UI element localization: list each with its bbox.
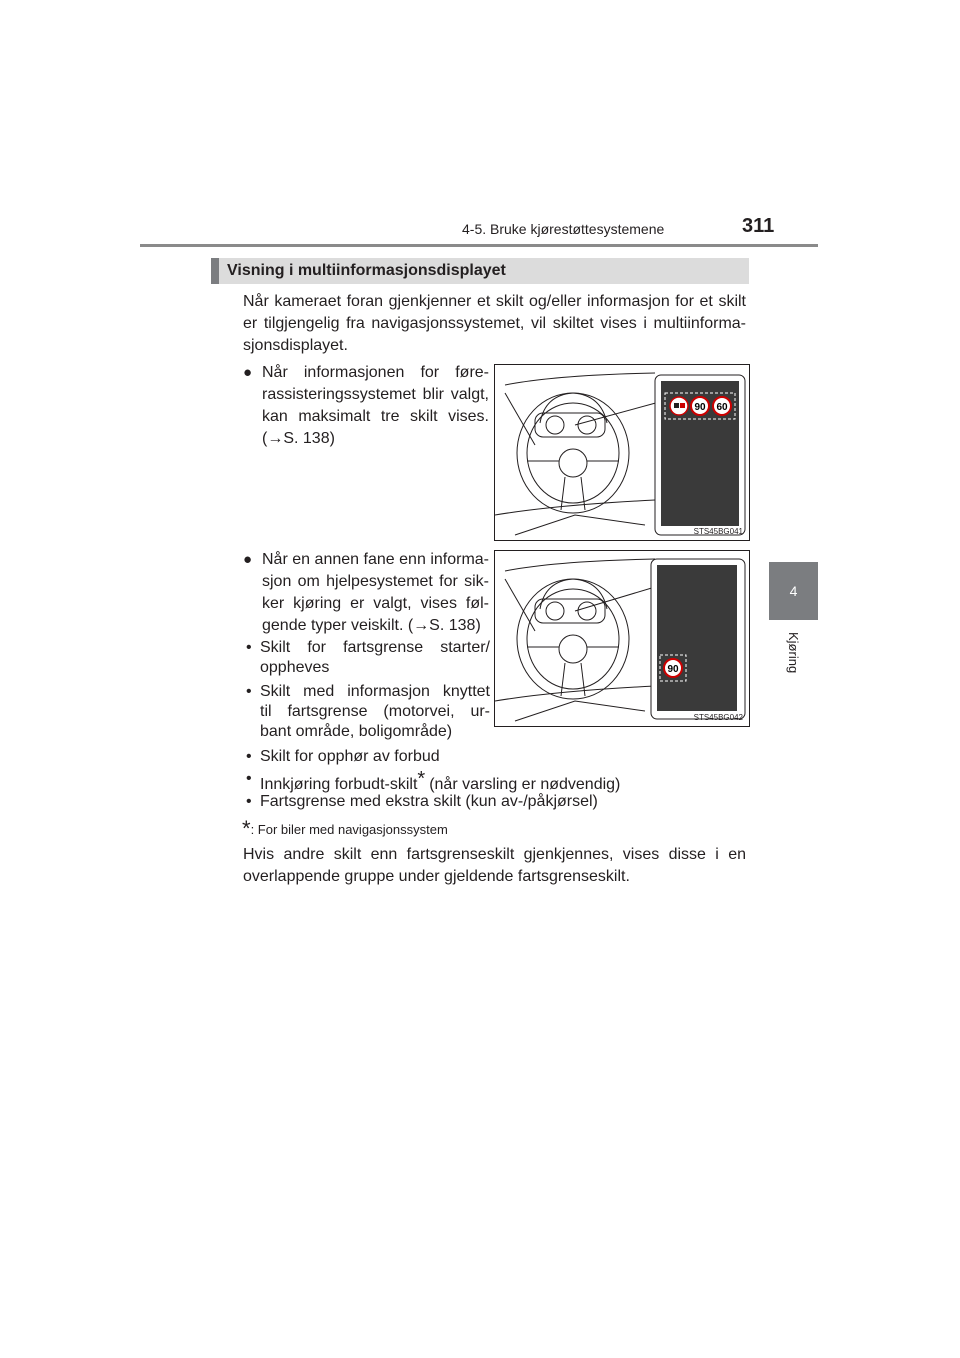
list-line: Fartsgrense med ekstra skilt (kun av-/påkjørsel) — [260, 793, 598, 810]
list-line: bant område, boligområde) — [260, 723, 453, 740]
list-line: Skilt med informasjon knyttet — [260, 683, 490, 700]
chapter-title: 4-5. Bruke kjørestøttesystemene — [462, 221, 665, 237]
bullet-item — [243, 362, 489, 450]
closing-line: overlappende gruppe under gjeldende fartsgrenseskilt. — [243, 868, 630, 885]
bullet-line: ker kjøring er valgt, vises føl- — [262, 595, 489, 612]
list-line: (når varsling er nødvendig) — [429, 776, 621, 793]
list-line: oppheves — [260, 659, 330, 676]
chapter-tab — [769, 562, 818, 620]
footnote — [242, 816, 448, 842]
intro-line: sjonsdisplayet. — [243, 337, 348, 354]
list-line: Skilt for fartsgrense starter/ — [260, 639, 490, 656]
bullet-line: Når informasjonen for føre- — [262, 364, 489, 381]
list-item — [246, 682, 490, 742]
intro-paragraph — [243, 291, 746, 357]
cockpit-illustration — [495, 365, 749, 540]
bullet-line: Når en annen fane enn informa- — [262, 551, 489, 568]
list-item — [246, 747, 440, 767]
bullet-line: gende typer veiskilt. (→S. 138) — [262, 617, 481, 634]
bullet-item — [243, 549, 489, 637]
bullet-line: sjon om hjelpesystemet for sik- — [262, 573, 489, 590]
bullet-dot-icon: • — [246, 683, 252, 700]
bullet-dot-icon: ● — [243, 551, 253, 568]
figure-code: STS45BG042 — [693, 713, 743, 722]
header-divider — [140, 244, 818, 247]
section-title: Visning i multiinformasjonsdisplayet — [227, 262, 506, 279]
bullet-dot-icon: • — [246, 793, 252, 810]
bullet-line: (→S. 138) — [262, 430, 335, 447]
list-line: til fartsgrense (motorvei, ur- — [260, 703, 490, 720]
bullet-dot-icon: • — [246, 770, 252, 787]
speed-sign-value: 90 — [667, 664, 679, 675]
list-line: Skilt for opphør av forbud — [260, 748, 440, 765]
section-header — [211, 258, 749, 284]
figure-cockpit-one-sign — [494, 550, 750, 727]
list-item — [246, 638, 490, 678]
section-header-bar — [211, 258, 219, 284]
bullet-dot-icon: • — [246, 639, 252, 656]
list-item — [246, 792, 598, 812]
speed-sign-value: 60 — [716, 402, 728, 413]
footnote-mark: * — [417, 768, 426, 790]
chapter-tab-label: Kjøring — [786, 632, 801, 674]
cockpit-illustration — [495, 551, 749, 726]
footnote-text: : For biler med navigasjonssystem — [250, 822, 448, 837]
speed-sign-value: 90 — [694, 402, 706, 413]
bullet-line: rassisteringssystemet blir valgt, — [262, 386, 489, 403]
figure-cockpit-three-signs — [494, 364, 750, 541]
figure-code: STS45BG041 — [693, 527, 743, 536]
bullet-dot-icon: • — [246, 748, 252, 765]
footnote-asterisk: * — [242, 816, 251, 841]
list-line: Innkjøring forbudt-skilt — [260, 776, 418, 793]
intro-line: Når kameraet foran gjenkjenner et skilt og/eller informasjon for et skilt — [243, 293, 746, 310]
page-number: 311 — [742, 215, 775, 237]
closing-paragraph — [243, 844, 746, 888]
intro-line: er tilgjengelig fra navigasjonssystemet, vil skiltet vises i multiinforma- — [243, 315, 746, 332]
bullet-line: kan maksimalt tre skilt vises. — [262, 408, 489, 425]
chapter-tab-number: 4 — [789, 583, 798, 599]
closing-line: Hvis andre skilt enn fartsgrenseskilt gjenkjennes, vises disse i en — [243, 846, 746, 863]
bullet-dot-icon: ● — [243, 364, 253, 381]
